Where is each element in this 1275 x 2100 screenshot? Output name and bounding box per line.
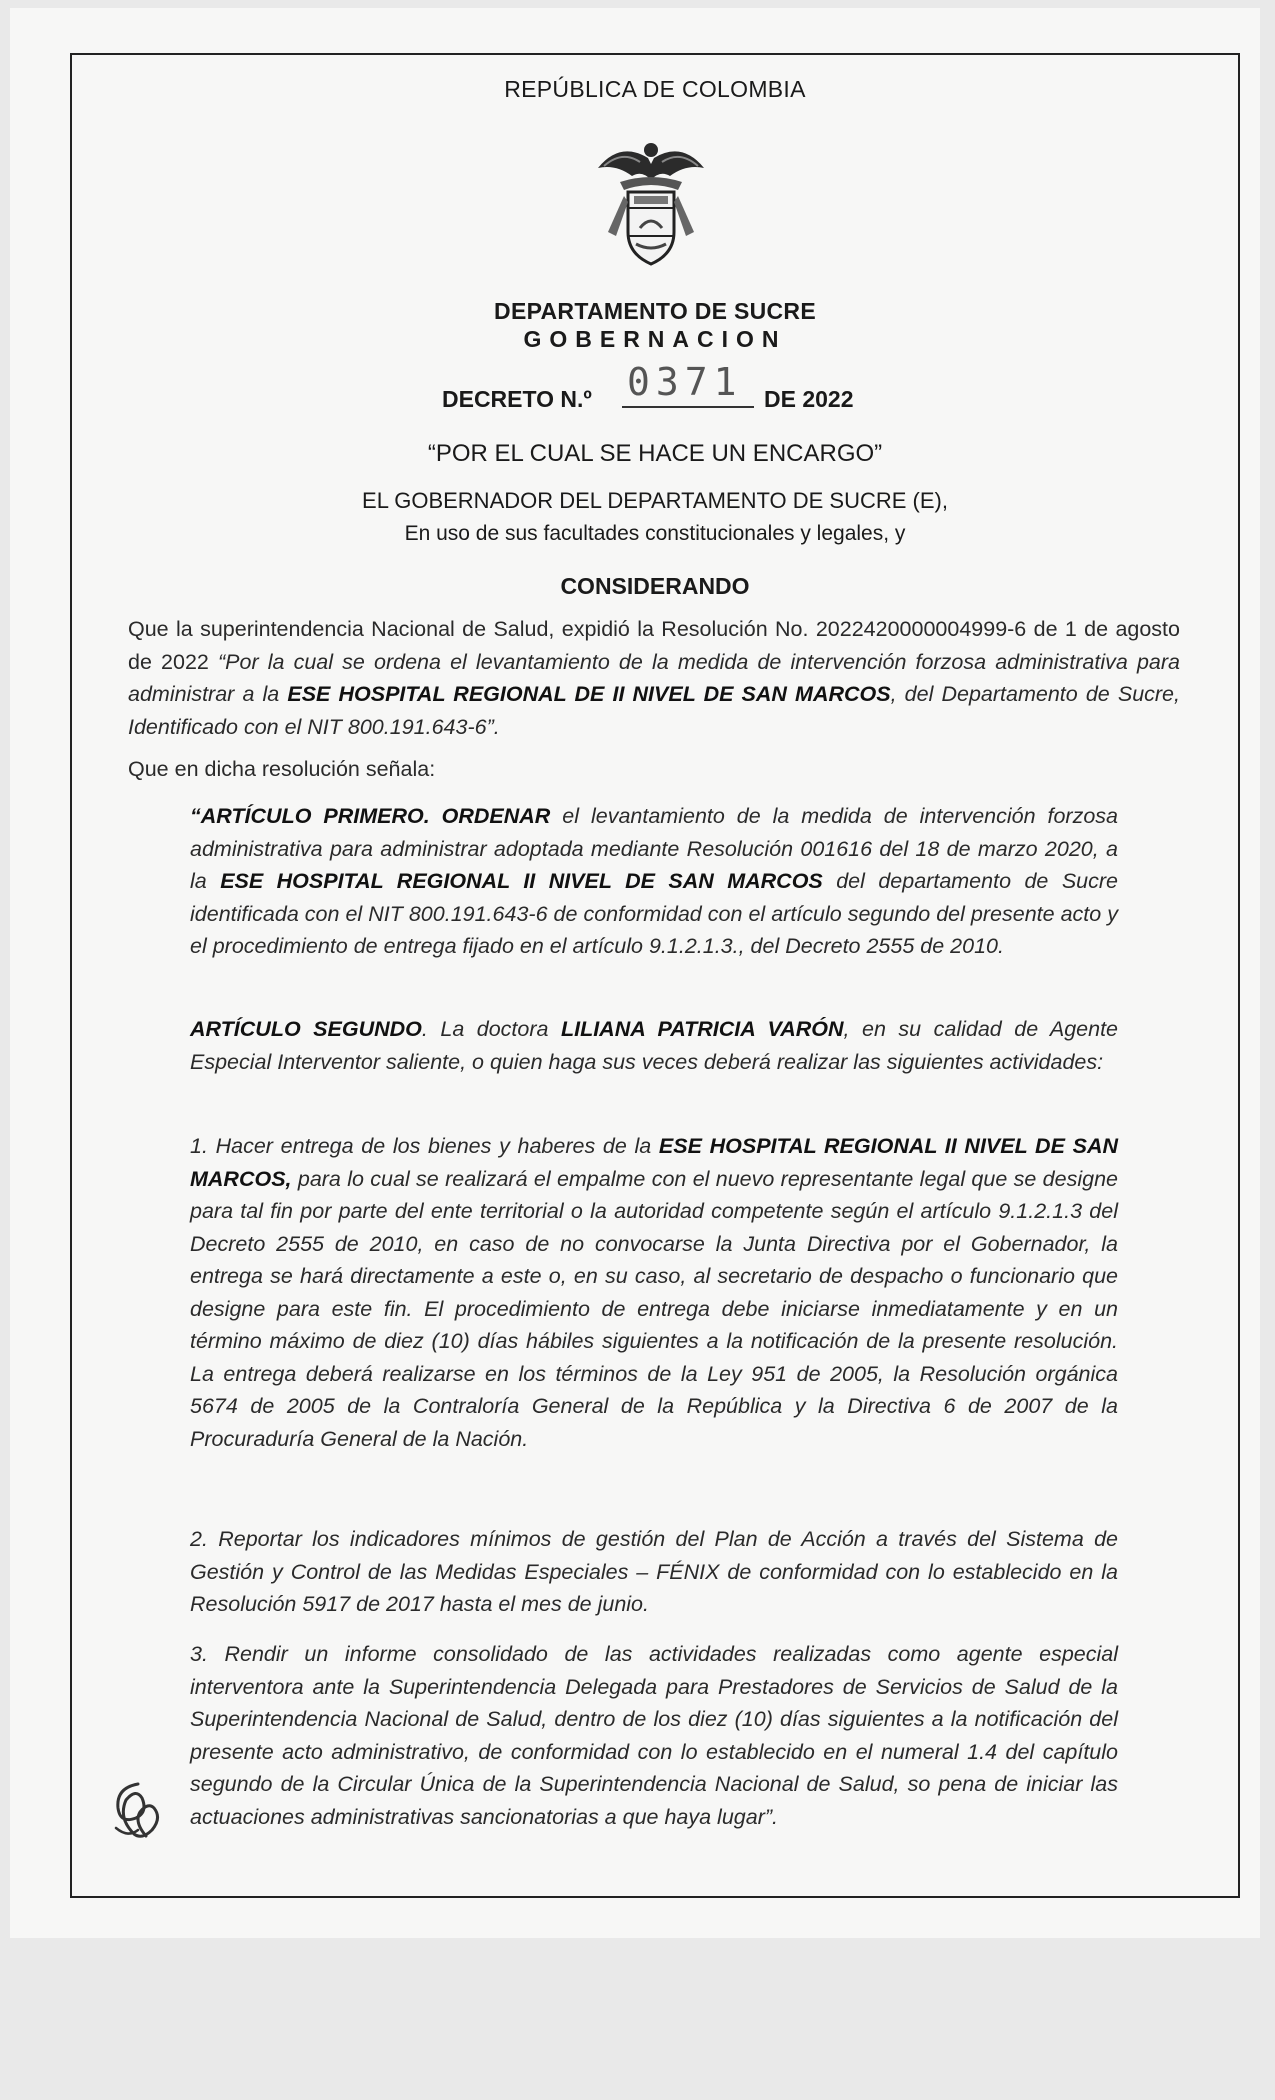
decree-subject: “POR EL CUAL SE HACE UN ENCARGO” (427, 440, 883, 467)
handwritten-initials-icon (108, 1778, 168, 1853)
coat-of-arms-icon (590, 136, 712, 281)
article-first: “ARTÍCULO PRIMERO. ORDENAR el levantamiento de la medida de intervención forzosa administrativa para administrar adoptada mediante Resolución 001616 del 18 de marzo 2020, a la ESE HOSPITAL REGIONAL II NIVEL DE SAN MARCOS del departamento de Sucre identificada con el NIT 800.191.643-6 de conformidad con el artículo segundo del presente acto y el procedimiento de entrega fijado en el artículo 9.1.2.1.3., del Decreto 2555 de 2010. (190, 804, 1119, 958)
powers-line: En uso de sus facultades constitucionales y legales, y (404, 522, 906, 545)
decree-number-line (622, 406, 754, 408)
decree-number: 0371 (627, 360, 743, 404)
article-second: ARTÍCULO SEGUNDO. La doctora LILIANA PATRICIA VARÓN, en su calidad de Agente Especial Interventor saliente, o quien haga sus veces deberá realizar las siguientes actividades: (190, 1017, 1118, 1074)
resolution-intro: Que en dicha resolución señala: (128, 757, 436, 781)
authority-line: EL GOBERNADOR DEL DEPARTAMENTO DE SUCRE (E), (362, 488, 948, 513)
activity-item-3: 3. Rendir un informe consolidado de las actividades realizadas como agente especial interventora ante la Superintendencia Delegada para Prestadores de Servicios de Salud de la Superintendencia Nacional de Salud, dentro de los diez (10) días siguientes a la notificación del presente acto administrativo, de conformidad con lo establecido en el numeral 1.4 del capítulo segundo de la Circular Única de la Superintendencia Nacional de Salud, so pena de iniciar las actuaciones administrativas sancionatorias a que haya lugar”. (190, 1642, 1118, 1829)
country-heading: REPÚBLICA DE COLOMBIA (504, 76, 806, 102)
department-heading: DEPARTAMENTO DE SUCRE (494, 298, 816, 324)
document-page (10, 8, 1260, 1938)
activity-item-2: 2. Reportar los indicadores mínimos de gestión del Plan de Acción a través del Sistema de Gestión y Control de las Medidas Especiales – FÉNIX de conformidad con lo establecido en la Resolución 5917 de 2017 hasta el mes de junio. (190, 1527, 1118, 1616)
decree-prefix: DECRETO N.º (442, 386, 592, 412)
activity-item-1: 1. Hacer entrega de los bienes y haberes de la ESE HOSPITAL REGIONAL II NIVEL DE SAN MARCOS, para lo cual se realizará el empalme con el nuevo representante legal que se designe para tal fin por parte del ente territorial o la autoridad competente según el artículo 9.1.2.1.3 del Decreto 2555 de 2010, en caso de no convocarse la Junta Directiva por el Gobernador, la entrega se hará directamente a este o, en su caso, al secretario de despacho o funcionario que designe para este fin. El procedimiento de entrega debe iniciarse inmediatamente y en un término máximo de diez (10) días hábiles siguientes a la notificación de la presente resolución. La entrega deberá realizarse en los términos de la Ley 951 de 2005, la Resolución orgánica 5674 de 2005 de la Contraloría General de la República y la Directiva 6 de 2007 de la Procuraduría General de la Nación. (190, 1134, 1118, 1451)
considering-heading: CONSIDERANDO (560, 573, 750, 599)
government-heading: GOBERNACION (523, 326, 787, 352)
considering-paragraph: Que la superintendencia Nacional de Salud, expidió la Resolución No. 2022420000004999-6 de 1 de agosto de 2022 “Por la cual se ordena el levantamiento de la medida de intervención forzosa administrativa para administrar a la ESE HOSPITAL REGIONAL DE II NIVEL DE SAN MARCOS, del Departamento de Sucre, Identificado con el NIT 800.191.643-6”. (128, 617, 1180, 739)
decree-year: DE 2022 (764, 386, 854, 412)
